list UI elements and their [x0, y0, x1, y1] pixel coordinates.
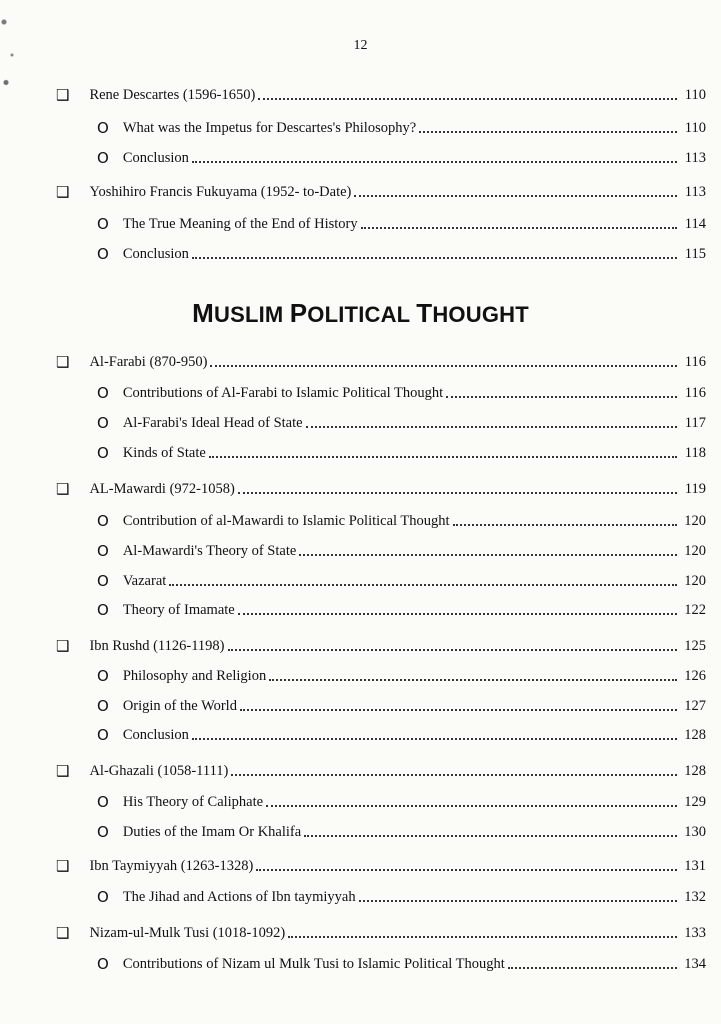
circle-bullet-icon: O	[97, 215, 109, 233]
toc-entry[interactable]	[56, 347, 706, 371]
toc-title: Al-Ghazali (1058-1111)	[89, 763, 229, 779]
checkbox-bullet-icon: ❑	[56, 183, 70, 201]
toc-subentry[interactable]	[97, 536, 706, 560]
dot-leader	[354, 195, 677, 197]
circle-bullet-icon: O	[97, 572, 109, 590]
dot-leader	[192, 738, 677, 740]
checkbox-bullet-icon: ❑	[56, 480, 70, 498]
section-heading: MUSLIM POLITICAL THOUGHT	[192, 298, 529, 328]
toc-title: Contributions of Nizam ul Mulk Tusi to Islamic Political Thought	[122, 956, 505, 972]
dot-leader	[419, 131, 677, 133]
dot-leader	[256, 869, 677, 871]
circle-bullet-icon: O	[97, 955, 109, 973]
scan-speckle	[0, 0, 40, 110]
toc-page-number: 113	[684, 184, 706, 200]
toc-title: Conclusion	[122, 150, 189, 166]
dot-leader	[210, 365, 677, 367]
toc-page-number: 122	[684, 602, 706, 618]
circle-bullet-icon: O	[97, 823, 109, 841]
toc-page-number: 113	[684, 150, 706, 166]
toc-page-number: 120	[684, 573, 706, 589]
toc-title: Ibn Rushd (1126-1198)	[89, 638, 225, 654]
circle-bullet-icon: O	[97, 888, 109, 906]
toc-subentry[interactable]	[97, 595, 706, 619]
circle-bullet-icon: O	[97, 444, 109, 462]
dot-leader	[209, 456, 677, 458]
dot-leader	[231, 774, 677, 776]
circle-bullet-icon: O	[97, 726, 109, 744]
toc-entry[interactable]	[56, 918, 706, 942]
toc-page-number: 126	[684, 668, 706, 684]
dot-leader	[299, 554, 677, 556]
circle-bullet-icon: O	[97, 512, 109, 530]
toc-page-number: 114	[684, 216, 706, 232]
toc-page-number: 110	[684, 87, 706, 103]
toc-entry[interactable]	[56, 631, 706, 655]
dot-leader	[238, 492, 677, 494]
toc-page-number: 120	[684, 543, 706, 559]
toc-title: Contributions of Al-Farabi to Islamic Political Thought	[122, 385, 444, 401]
toc-title: His Theory of Caliphate	[122, 794, 264, 810]
toc-page-number: 125	[684, 638, 706, 654]
dot-leader	[361, 227, 677, 229]
toc-page-number: 129	[684, 794, 706, 810]
checkbox-bullet-icon: ❑	[56, 924, 70, 942]
toc-title: Kinds of State	[122, 445, 206, 461]
toc-subentry[interactable]	[97, 378, 706, 402]
toc-subentry[interactable]	[97, 566, 706, 590]
toc-page-number: 120	[684, 513, 706, 529]
dot-leader	[192, 257, 677, 259]
dot-leader	[453, 524, 677, 526]
circle-bullet-icon: O	[97, 667, 109, 685]
toc-title: Theory of Imamate	[122, 602, 235, 618]
circle-bullet-icon: O	[97, 542, 109, 560]
toc-page-number: 119	[684, 481, 706, 497]
toc-title: Rene Descartes (1596-1650)	[89, 87, 256, 103]
toc-entry[interactable]	[56, 177, 706, 201]
dot-leader	[169, 584, 677, 586]
checkbox-bullet-icon: ❑	[56, 762, 70, 780]
checkbox-bullet-icon: ❑	[56, 353, 70, 371]
toc-title: Conclusion	[122, 727, 189, 743]
circle-bullet-icon: O	[97, 793, 109, 811]
toc-subentry[interactable]	[97, 408, 706, 432]
checkbox-bullet-icon: ❑	[56, 86, 70, 104]
circle-bullet-icon: O	[97, 119, 109, 137]
toc-title: Al-Farabi (870-950)	[89, 354, 208, 370]
toc-page-number: 128	[684, 763, 706, 779]
dot-leader	[266, 805, 677, 807]
dot-leader	[508, 967, 677, 969]
toc-title: Conclusion	[122, 246, 189, 262]
toc-subentry[interactable]	[97, 787, 706, 811]
toc-page-number: 133	[684, 925, 706, 941]
circle-bullet-icon: O	[97, 384, 109, 402]
dot-leader	[258, 98, 677, 100]
dot-leader	[269, 679, 677, 681]
dot-leader	[192, 161, 677, 163]
toc-title: What was the Impetus for Descartes's Philosophy?	[122, 120, 417, 136]
toc-title: Yoshihiro Francis Fukuyama (1952- to-Date)	[89, 184, 352, 200]
toc-title: AL-Mawardi (972-1058)	[89, 481, 235, 497]
toc-subentry[interactable]	[97, 949, 706, 973]
toc-page-number: 110	[684, 120, 706, 136]
toc-subentry[interactable]	[97, 720, 706, 744]
toc-subentry[interactable]	[97, 113, 706, 137]
dot-leader	[228, 649, 677, 651]
toc-entry[interactable]	[56, 756, 706, 780]
dot-leader	[306, 426, 677, 428]
toc-title: Vazarat	[122, 573, 167, 589]
toc-title: Ibn Taymiyyah (1263-1328)	[89, 858, 254, 874]
toc-title: Al-Mawardi's Theory of State	[122, 543, 297, 559]
toc-subentry[interactable]	[97, 691, 706, 715]
toc-subentry[interactable]	[97, 239, 706, 263]
circle-bullet-icon: O	[97, 149, 109, 167]
toc-page-number: 132	[684, 889, 706, 905]
toc-page-number: 116	[684, 354, 706, 370]
toc-title: Philosophy and Religion	[122, 668, 267, 684]
toc-page-number: 130	[684, 824, 706, 840]
toc-page-number: 117	[684, 415, 706, 431]
toc-title: The True Meaning of the End of History	[122, 216, 358, 232]
toc-subentry[interactable]	[97, 143, 706, 167]
toc-title: Origin of the World	[122, 698, 237, 714]
toc-entry[interactable]	[56, 474, 706, 498]
toc-title: Contribution of al-Mawardi to Islamic Political Thought	[122, 513, 450, 529]
dot-leader	[359, 900, 677, 902]
circle-bullet-icon: O	[97, 697, 109, 715]
toc-entry[interactable]	[56, 80, 706, 104]
circle-bullet-icon: O	[97, 245, 109, 263]
checkbox-bullet-icon: ❑	[56, 637, 70, 655]
toc-page-number: 131	[684, 858, 706, 874]
toc-subentry[interactable]	[97, 661, 706, 685]
dot-leader	[288, 936, 677, 938]
toc-subentry[interactable]	[97, 438, 706, 462]
toc-subentry[interactable]	[97, 882, 706, 906]
dot-leader	[446, 396, 677, 398]
toc-subentry[interactable]	[97, 506, 706, 530]
dot-leader	[240, 709, 677, 711]
toc-title: The Jihad and Actions of Ibn taymiyyah	[122, 889, 356, 905]
circle-bullet-icon: O	[97, 601, 109, 619]
dot-leader	[238, 613, 677, 615]
page-number: 12	[353, 38, 368, 53]
toc-subentry[interactable]	[97, 209, 706, 233]
circle-bullet-icon: O	[97, 414, 109, 432]
dot-leader	[304, 835, 677, 837]
toc-page-number: 127	[684, 698, 706, 714]
toc-subentry[interactable]	[97, 817, 706, 841]
toc-title: Al-Farabi's Ideal Head of State	[122, 415, 303, 431]
toc-entry[interactable]	[56, 851, 706, 875]
toc-page-number: 134	[684, 956, 706, 972]
toc-page-number: 128	[684, 727, 706, 743]
toc-title: Nizam-ul-Mulk Tusi (1018-1092)	[89, 925, 286, 941]
checkbox-bullet-icon: ❑	[56, 857, 70, 875]
toc-page-number: 115	[684, 246, 706, 262]
toc-page-number: 118	[684, 445, 706, 461]
toc-page-number: 116	[684, 385, 706, 401]
toc-title: Duties of the Imam Or Khalifa	[122, 824, 302, 840]
